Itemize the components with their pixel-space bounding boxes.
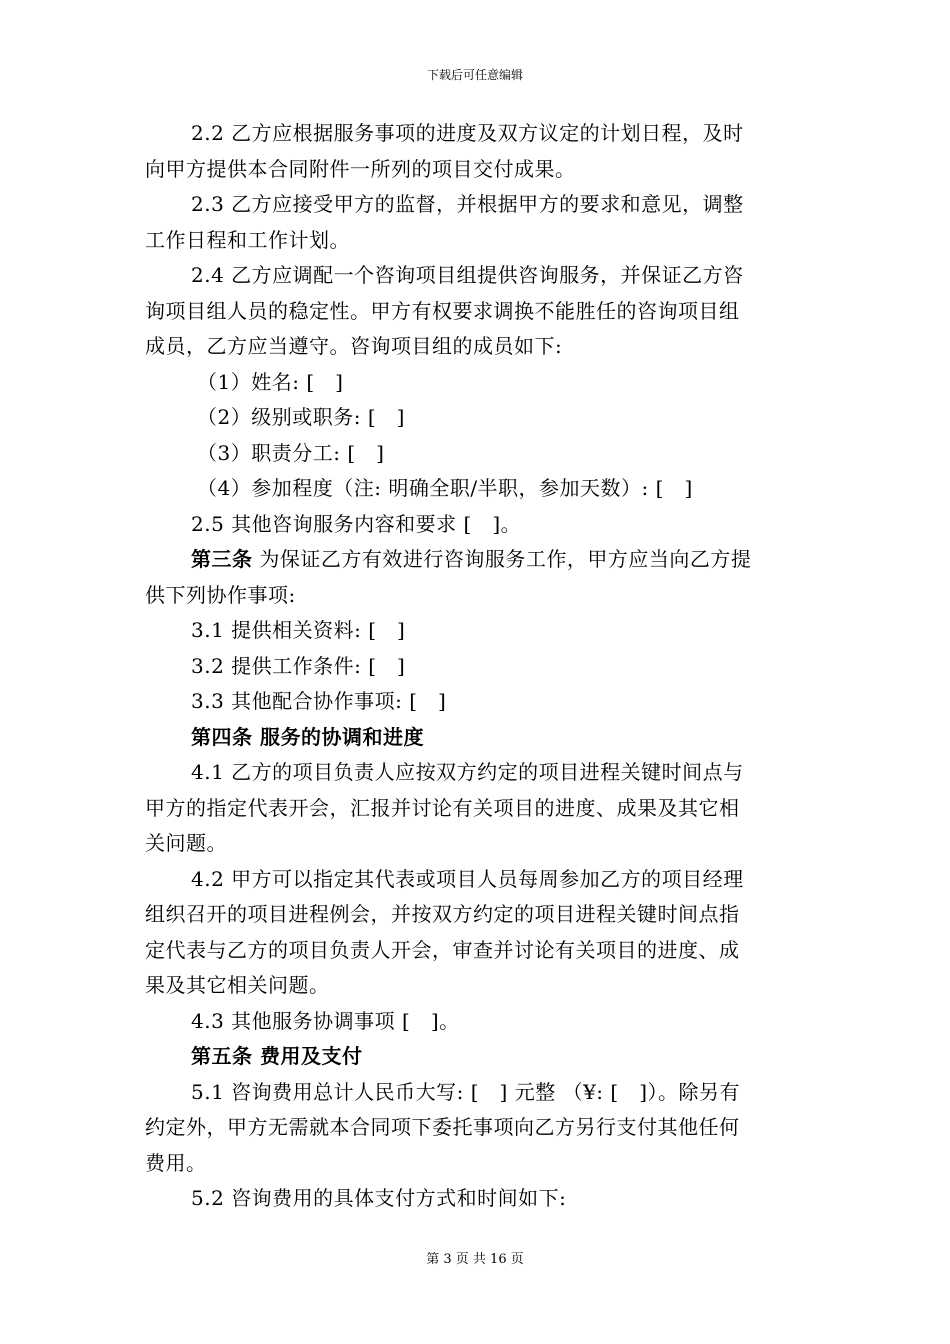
text-line: 约定外，甲方无需就本合同项下委托事项向乙方另行支付其他任何	[145, 1115, 740, 1139]
text-line: 工作日程和工作计划。	[145, 227, 350, 252]
text-line: 定代表与乙方的项目负责人开会，审查并讨论有关项目的进度、成	[145, 937, 740, 962]
page-header: 下载后可任意编辑	[426, 68, 523, 82]
text-line: 3.3 其他配合协作事项: [ ]	[191, 689, 447, 713]
text-line: 果及其它相关问题。	[145, 973, 330, 997]
page-footer: 第 3 页 共 16 页	[426, 1252, 524, 1267]
text-line: 向甲方提供本合同附件一所列的项目交付成果。	[145, 156, 576, 181]
text-line: 组织召开的项目进程例会，并按双方约定的项目进程关键时间点指	[145, 902, 740, 926]
text-line: 2.4 乙方应调配一个咨询项目组提供咨询服务，并保证乙方咨	[191, 263, 744, 287]
member-item: （3）职责分工: [ ]	[197, 440, 385, 465]
member-item: （1）姓名: [ ]	[197, 369, 344, 394]
text-line: 2.2 乙方应根据服务事项的进度及双方议定的计划日程，及时	[191, 121, 744, 145]
text-line: 5.1 咨询费用总计人民币大写: [ ] 元整 （¥: [ ]）。除另有	[191, 1079, 741, 1104]
text-line: 关问题。	[145, 831, 227, 855]
text-line: 5.2 咨询费用的具体支付方式和时间如下:	[191, 1186, 567, 1210]
text-line: 费用。	[145, 1150, 207, 1175]
text-line: 2.3 乙方应接受甲方的监督，并根据甲方的要求和意见，调整	[191, 192, 744, 216]
member-item: （4）参加程度（注: 明确全职/半职，参加天数）: [ ]	[197, 476, 693, 500]
text-line: 3.1 提供相关资料: [ ]	[191, 618, 406, 642]
text-line: 2.5 其他咨询服务内容和要求 [ ]。	[191, 511, 522, 536]
text-line: 4.1 乙方的项目负责人应按双方约定的项目进程关键时间点与	[191, 760, 744, 784]
article-3-line	[145, 542, 807, 578]
article-heading: 第三条	[191, 547, 253, 571]
text-line: 4.3 其他服务协调事项 [ ]。	[191, 1008, 460, 1033]
document-body	[145, 116, 807, 1217]
text-line: 成员，乙方应当遵守。咨询项目组的成员如下:	[145, 334, 563, 358]
text-line: 4.2 甲方可以指定其代表或项目人员每周参加乙方的项目经理	[191, 866, 744, 891]
text-span: 为保证乙方有效进行咨询服务工作，甲方应当向乙方提	[252, 547, 752, 571]
text-line: 3.2 提供工作条件: [ ]	[191, 653, 406, 678]
text-line: 供下列协作事项:	[145, 582, 296, 607]
article-heading: 第五条 费用及支付	[191, 1044, 363, 1068]
text-line: 询项目组人员的稳定性。甲方有权要求调换不能胜任的咨询项目组	[145, 298, 740, 323]
member-item: （2）级别或职务: [ ]	[197, 405, 405, 429]
text-line: 甲方的指定代表开会，汇报并讨论有关项目的进度、成果及其它相	[145, 795, 740, 820]
article-heading: 第四条 服务的协调和进度	[191, 724, 424, 749]
